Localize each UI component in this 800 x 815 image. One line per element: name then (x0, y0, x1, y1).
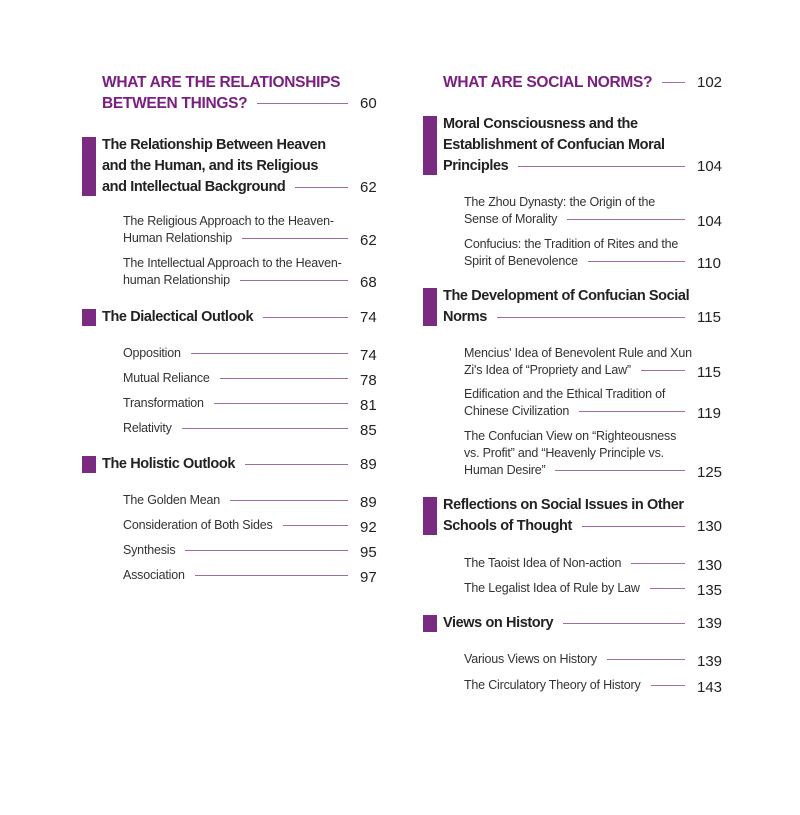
leader-line (631, 563, 685, 564)
sec-page-number: 115 (697, 364, 721, 381)
sec-page-number: 110 (697, 255, 721, 272)
sec-title-row (464, 362, 685, 379)
chapter-marker-bar (423, 615, 437, 632)
sec-title-line: Transformation (123, 396, 204, 410)
sec-title-row (123, 517, 348, 534)
sec-entry[interactable] (464, 236, 685, 270)
sec-title-line: The Legalist Idea of Rule by Law (464, 581, 640, 595)
sec-title-line: The Taoist Idea of Non-action (464, 556, 622, 570)
sec-title-line: Association (123, 568, 185, 582)
sec-entry[interactable] (464, 386, 685, 420)
sec-title-line: Opposition (123, 346, 181, 360)
leader-line (582, 526, 685, 527)
chapter-marker-bar (423, 116, 437, 175)
sec-entry[interactable] (123, 395, 348, 412)
sec-page-number: 92 (360, 519, 377, 536)
chap-title-line: Norms (443, 309, 487, 325)
sec-title-line: The Intellectual Approach to the Heaven- (123, 256, 342, 270)
sec-title-line: Human Relationship (123, 231, 232, 245)
sec-page-number: 135 (697, 582, 723, 599)
leader-line (555, 470, 685, 471)
sec-page-number: 125 (697, 464, 723, 481)
sec-title-row (464, 555, 685, 572)
chap-title-line: Schools of Thought (443, 518, 572, 534)
sec-title-line: Relativity (123, 421, 172, 435)
chapter-marker-bar (423, 497, 437, 535)
chap-title-row (443, 307, 685, 328)
chap-entry[interactable] (102, 307, 348, 328)
sec-entry[interactable] (123, 370, 348, 387)
sec-title-line: Confucius: the Tradition of Rites and the (464, 237, 679, 251)
chap-page-number: 130 (697, 518, 723, 535)
sec-entry[interactable] (464, 345, 692, 379)
sec-title-line: Consideration of Both Sides (123, 518, 273, 532)
sec-page-number: 97 (360, 569, 377, 586)
chap-entry[interactable] (443, 495, 685, 537)
sec-entry[interactable] (464, 194, 685, 228)
part-title-line: BETWEEN THINGS? (102, 95, 248, 112)
sec-title-row (464, 253, 685, 270)
chap-title-row (102, 454, 348, 475)
chap-page-number: 62 (360, 179, 377, 196)
sec-title-row (123, 230, 348, 247)
sec-title-line: Mutual Reliance (123, 371, 210, 385)
leader-line (662, 82, 685, 83)
part-title-line: WHAT ARE THE RELATIONSHIPS (102, 74, 341, 91)
chap-title-row (102, 177, 348, 198)
sec-title-row (464, 677, 685, 694)
sec-entry[interactable] (464, 428, 685, 479)
sec-entry[interactable] (464, 555, 685, 572)
chap-title-line: The Dialectical Outlook (102, 309, 254, 325)
chap-title-row (443, 516, 685, 537)
sec-entry[interactable] (123, 542, 348, 559)
sec-title-line: human Relationship (123, 273, 230, 287)
leader-line (588, 261, 685, 262)
chap-title-line: Moral Consciousness and the (443, 116, 638, 132)
chap-title-line: Reflections on Social Issues in Other (443, 497, 684, 513)
part-entry[interactable] (443, 72, 685, 93)
sec-title-line: The Confucian View on “Righteousness (464, 429, 677, 443)
chap-entry[interactable] (102, 135, 348, 198)
sec-title-line: The Religious Approach to the Heaven- (123, 214, 334, 228)
sec-title-row (464, 403, 685, 420)
chapter-marker-bar (423, 288, 437, 326)
chap-entry[interactable] (102, 454, 348, 475)
sec-page-number: 68 (360, 274, 377, 291)
chap-title-line: Establishment of Confucian Moral (443, 137, 665, 153)
sec-title-line: The Circulatory Theory of History (464, 678, 641, 692)
leader-line (191, 353, 348, 354)
chap-title-line: and Intellectual Background (102, 179, 286, 195)
leader-line (563, 623, 685, 624)
leader-line (295, 187, 348, 188)
sec-page-number: 81 (360, 397, 377, 414)
chap-title-line: Principles (443, 158, 509, 174)
leader-line (641, 370, 685, 371)
sec-title-row (123, 370, 348, 387)
part-entry[interactable] (102, 72, 348, 114)
sec-entry[interactable] (464, 651, 685, 668)
sec-page-number: 62 (360, 232, 377, 249)
sec-title-line: The Golden Mean (123, 493, 221, 507)
sec-title-line: Zi's Idea of “Propriety and Law” (464, 363, 631, 377)
chap-title-line: The Holistic Outlook (102, 456, 235, 472)
part-title-row (102, 93, 348, 114)
sec-title-line: Chinese Civilization (464, 404, 570, 418)
sec-page-number: 119 (697, 405, 721, 422)
sec-entry[interactable] (123, 492, 348, 509)
sec-title-line: Spirit of Benevolence (464, 254, 578, 268)
leader-line (579, 411, 685, 412)
leader-line (263, 317, 348, 318)
part-title-line: WHAT ARE SOCIAL NORMS? (443, 74, 653, 91)
chap-entry[interactable] (443, 114, 685, 177)
sec-entry[interactable] (123, 255, 348, 289)
sec-page-number: 104 (697, 213, 723, 230)
sec-title-row (123, 567, 348, 584)
sec-title-row (123, 542, 348, 559)
sec-title-row (123, 345, 348, 362)
sec-page-number: 78 (360, 372, 377, 389)
leader-line (607, 659, 685, 660)
sec-title-row (123, 395, 348, 412)
part-title-row (443, 72, 685, 93)
sec-title-row (464, 211, 685, 228)
sec-title-line: Mencius' Idea of Benevolent Rule and Xun (464, 346, 692, 360)
chap-title-line: The Development of Confucian Social (443, 288, 690, 304)
leader-line (518, 166, 685, 167)
leader-line (242, 238, 348, 239)
sec-entry[interactable] (464, 677, 685, 694)
chap-page-number: 115 (697, 309, 721, 326)
sec-title-row (123, 272, 348, 289)
part-page-number: 60 (360, 95, 377, 112)
sec-page-number: 143 (697, 679, 723, 696)
sec-title-line: Human Desire” (464, 463, 546, 477)
leader-line (651, 685, 685, 686)
leader-line (497, 317, 685, 318)
sec-title-line: Various Views on History (464, 652, 597, 666)
leader-line (195, 575, 348, 576)
sec-title-line: Sense of Morality (464, 212, 558, 226)
leader-line (245, 464, 348, 465)
sec-title-line: The Zhou Dynasty: the Origin of the (464, 195, 656, 209)
chap-title-row (443, 156, 685, 177)
chap-page-number: 104 (697, 158, 723, 175)
part-page-number: 102 (697, 74, 723, 91)
sec-page-number: 89 (360, 494, 377, 511)
sec-title-line: Synthesis (123, 543, 176, 557)
chap-title-row (102, 307, 348, 328)
leader-line (214, 403, 348, 404)
sec-title-row (123, 420, 348, 437)
leader-line (283, 525, 348, 526)
sec-entry[interactable] (464, 580, 685, 597)
leader-line (650, 588, 685, 589)
sec-entry[interactable] (123, 345, 348, 362)
leader-line (567, 219, 685, 220)
chap-title-line: and the Human, and its Religious (102, 158, 318, 174)
chap-entry[interactable] (443, 286, 690, 328)
sec-page-number: 130 (697, 557, 723, 574)
sec-title-row (464, 462, 685, 479)
chap-title-line: Views on History (443, 615, 554, 631)
sec-title-row (123, 492, 348, 509)
sec-entry[interactable] (123, 517, 348, 534)
sec-page-number: 95 (360, 544, 377, 561)
leader-line (257, 103, 348, 104)
chap-title-line: The Relationship Between Heaven (102, 137, 326, 153)
leader-line (230, 500, 348, 501)
leader-line (220, 378, 348, 379)
chap-page-number: 139 (697, 615, 723, 632)
sec-title-line: Edification and the Ethical Tradition of (464, 387, 666, 401)
chap-page-number: 74 (360, 309, 377, 326)
leader-line (182, 428, 348, 429)
sec-title-line: vs. Profit” and “Heavenly Principle vs. (464, 446, 664, 460)
chap-page-number: 89 (360, 456, 377, 473)
sec-title-row (464, 651, 685, 668)
leader-line (240, 280, 348, 281)
sec-page-number: 85 (360, 422, 377, 439)
leader-line (185, 550, 348, 551)
chap-title-row (443, 613, 685, 634)
sec-page-number: 74 (360, 347, 377, 364)
sec-title-row (464, 580, 685, 597)
chapter-marker-bar (82, 456, 96, 473)
chapter-marker-bar (82, 309, 96, 326)
sec-entry[interactable] (123, 213, 348, 247)
chap-entry[interactable] (443, 613, 685, 634)
sec-entry[interactable] (123, 567, 348, 584)
sec-page-number: 139 (697, 653, 723, 670)
sec-entry[interactable] (123, 420, 348, 437)
chapter-marker-bar (82, 137, 96, 196)
